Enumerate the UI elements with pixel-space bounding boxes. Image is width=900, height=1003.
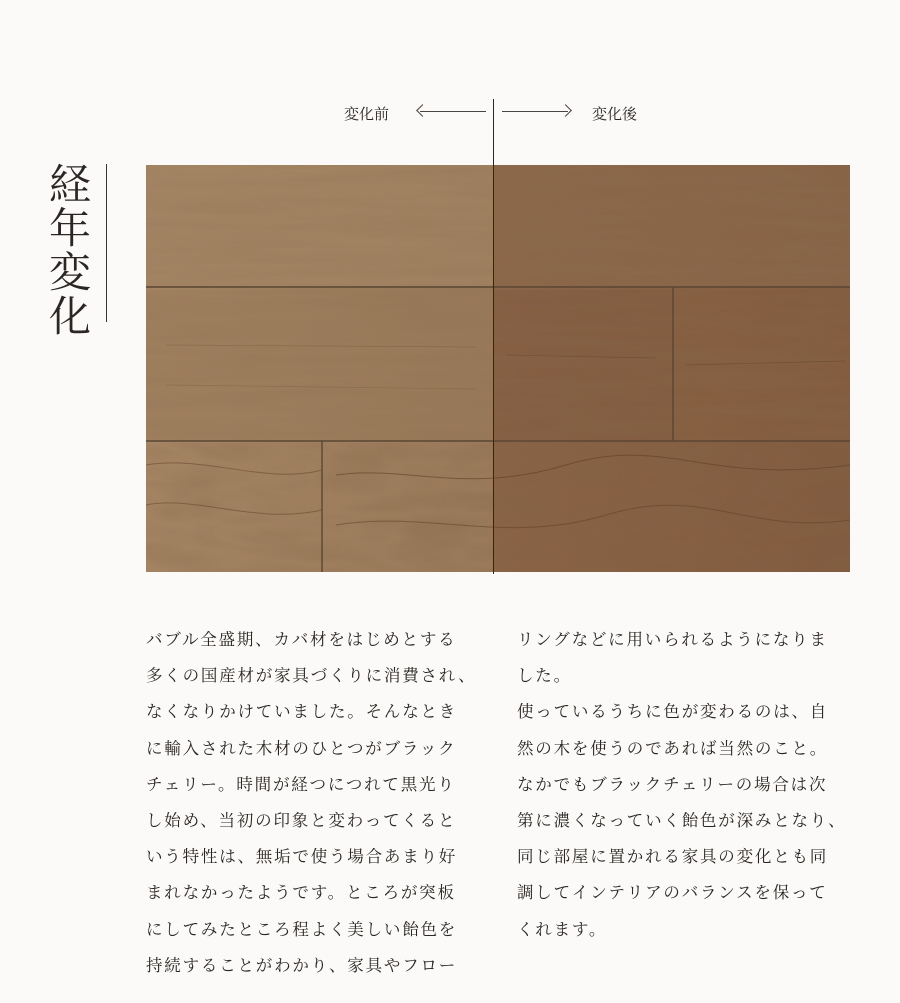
left-arrow-icon (420, 111, 486, 112)
before-label: 変化前 (344, 105, 390, 123)
right-arrow-icon (502, 111, 568, 112)
title-rule (106, 164, 107, 322)
before-after-divider (493, 99, 494, 574)
body-text-column-2: リングなどに用いられるようになりま した。 使っているうちに色が変わるのは、自 然の木を使うのであれば当然のこと。 なかでもブラックチェリーの場合は次 第に濃くなっていく飴色が深みとなり、 同じ部屋に置かれる家具の変化とも同 調してインテリアのバランスを保って くれます。 (517, 630, 847, 939)
wood-floor-photo (146, 165, 850, 572)
page-title: 経年変化 (43, 162, 92, 338)
after-label: 変化後 (592, 105, 638, 123)
body-text-column-1: バブル全盛期、カバ材をはじめとする 多くの国産材が家具づくりに消費され、 なくなりかけていました。そんなとき に輸入された木材のひとつがブラック チェリー。時間が経つにつれて黒光り し始め、当初の印象と変わってくると いう特性は、無垢で使う場合あまり好 まれなかったようです。ところが突板 にしてみたところ程よく美しい飴色を 持続することがわかり、家具やフロー (146, 630, 477, 975)
